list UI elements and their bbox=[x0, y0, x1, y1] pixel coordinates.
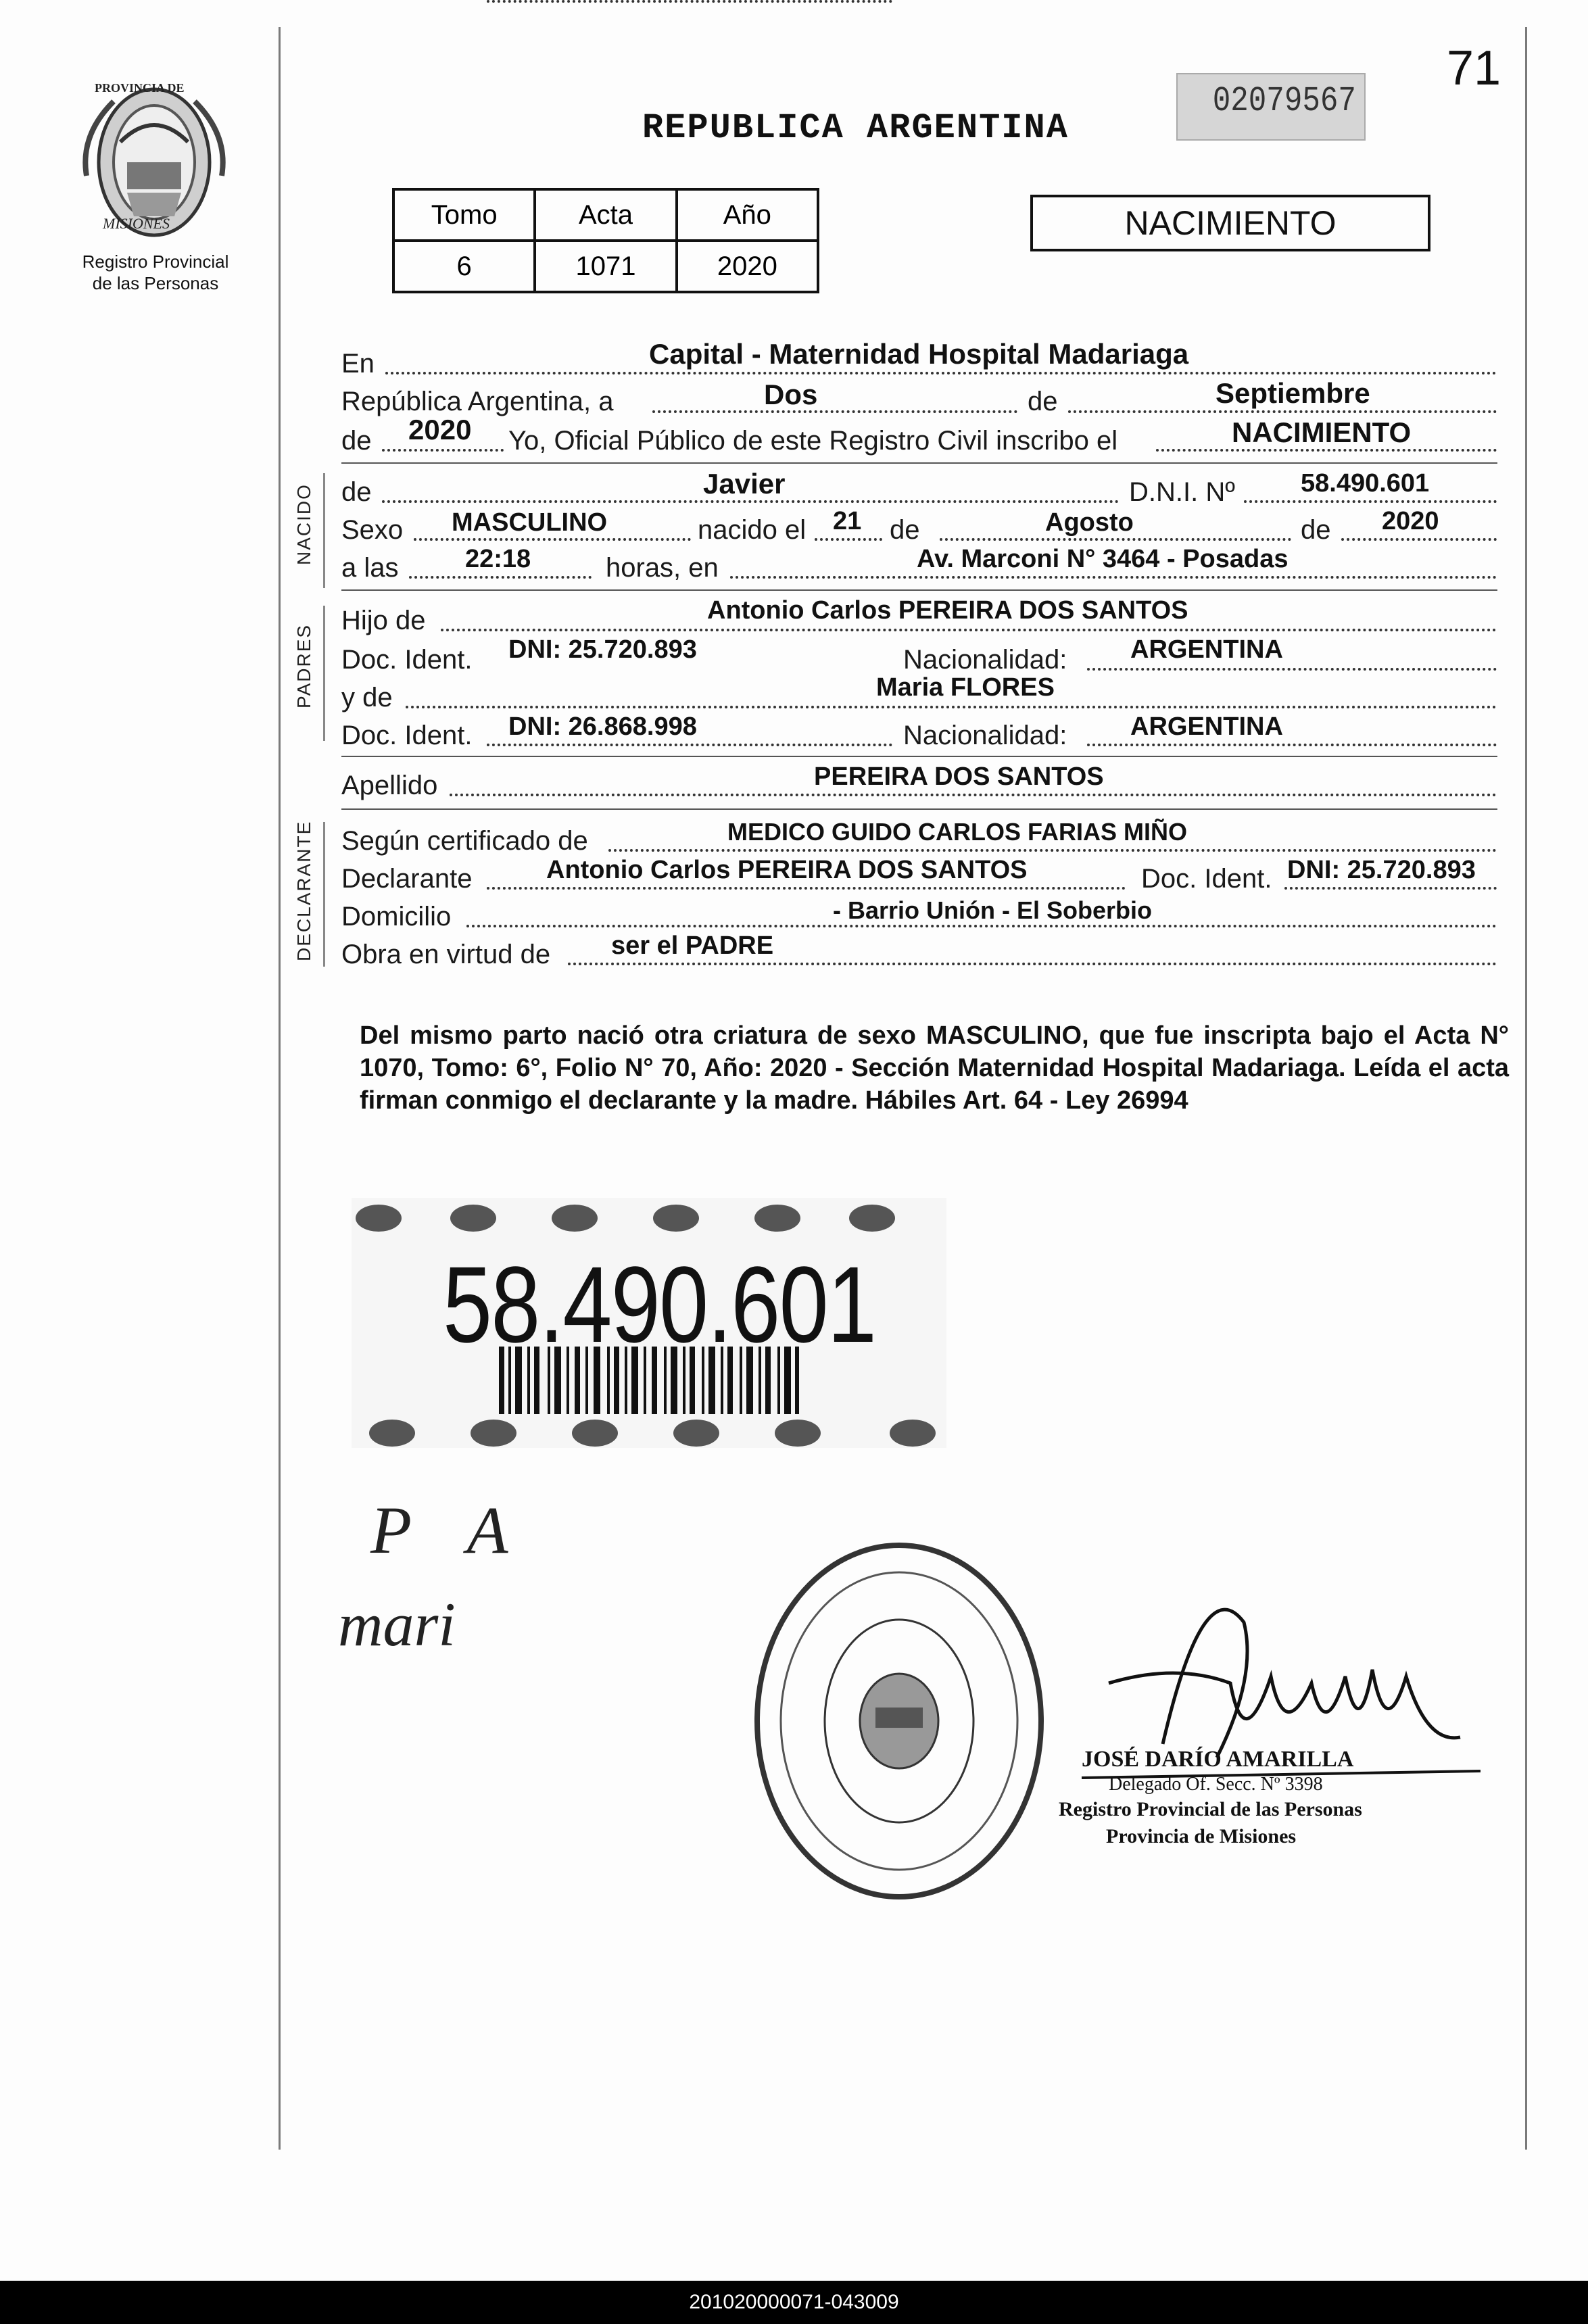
surname: PEREIRA DOS SANTOS bbox=[814, 762, 1104, 791]
section-nacido: NACIDO bbox=[293, 483, 314, 565]
dots-year bbox=[382, 449, 504, 452]
logo-bottom-text: MISIONES bbox=[103, 215, 170, 232]
label-doc-mother: Doc. Ident. bbox=[341, 721, 473, 750]
mother-doc: DNI: 26.868.998 bbox=[508, 712, 697, 741]
label-decl-doc: Doc. Ident. bbox=[1141, 864, 1272, 894]
signer-name: JOSÉ DARÍO AMARILLA bbox=[1082, 1747, 1354, 1772]
dots-mother-nat bbox=[1087, 744, 1497, 746]
signer-line1: Delegado Of. Secc. Nº 3398 bbox=[1109, 1774, 1323, 1795]
address: - Barrio Unión - El Soberbio bbox=[833, 896, 1153, 924]
certificate: MEDICO GUIDO CARLOS FARIAS MIÑO bbox=[727, 818, 1188, 846]
label-doc-father: Doc. Ident. bbox=[341, 645, 473, 675]
label-nat-father: Nacionalidad: bbox=[903, 645, 1067, 675]
dots-mother-doc bbox=[487, 744, 892, 746]
dots-father-nat bbox=[1087, 668, 1497, 671]
birth-time: 22:18 bbox=[465, 545, 531, 573]
father-name: Antonio Carlos PEREIRA DOS SANTOS bbox=[707, 596, 1188, 625]
dots-father-doc bbox=[487, 0, 892, 3]
label-declarante: Declarante bbox=[341, 864, 473, 894]
dots-name bbox=[382, 500, 1119, 503]
inscribed: NACIMIENTO bbox=[1232, 416, 1412, 448]
label-nacido-el: nacido el bbox=[698, 515, 807, 545]
day: Dos bbox=[764, 379, 818, 410]
dots-bplace bbox=[730, 576, 1497, 579]
label-cert: Según certificado de bbox=[341, 826, 588, 856]
father-nationality: ARGENTINA bbox=[1130, 635, 1283, 664]
nacido-bracket bbox=[323, 473, 325, 588]
label-horas: horas, en bbox=[606, 553, 719, 583]
logo-top-text: PROVINCIA DE bbox=[95, 81, 185, 95]
dots-sex bbox=[414, 538, 691, 541]
label-sexo: Sexo bbox=[341, 515, 404, 545]
dots-day bbox=[652, 410, 1017, 413]
dots-inscribed bbox=[1156, 449, 1497, 452]
value-anio: 2020 bbox=[677, 241, 818, 292]
label-republica: República Argentina, a bbox=[341, 387, 614, 416]
dots-mother bbox=[406, 706, 1497, 708]
dots-en bbox=[385, 372, 1497, 374]
value-tomo: 6 bbox=[393, 241, 535, 292]
handwritten-name: mari bbox=[338, 1590, 456, 1659]
header-anio: Año bbox=[677, 189, 818, 241]
footer-code: 201020000071-043009 bbox=[0, 2281, 1588, 2324]
dots-father bbox=[441, 629, 1497, 631]
declarant-name: Antonio Carlos PEREIRA DOS SANTOS bbox=[546, 856, 1028, 884]
label-en: En bbox=[341, 349, 375, 379]
birth-year: 2020 bbox=[1382, 507, 1439, 535]
label-obra: Obra en virtud de bbox=[341, 940, 551, 969]
birth-place: Av. Marconi N° 3464 - Posadas bbox=[917, 545, 1289, 573]
declarante-bracket bbox=[323, 822, 325, 967]
mother-name: Maria FLORES bbox=[876, 673, 1055, 702]
label-hijo: Hijo de bbox=[341, 606, 426, 635]
registry-name-1: Registro Provincial bbox=[82, 251, 229, 272]
place: Capital - Maternidad Hospital Madariaga bbox=[649, 338, 1189, 370]
birth-month: Agosto bbox=[1045, 508, 1134, 537]
header-acta: Acta bbox=[535, 189, 676, 241]
dots-time bbox=[409, 576, 592, 579]
father-doc: DNI: 25.720.893 bbox=[508, 635, 697, 664]
dots-cert bbox=[608, 849, 1497, 852]
section-declarante: DECLARANTE bbox=[293, 820, 314, 961]
label-domicilio: Domicilio bbox=[341, 902, 452, 931]
child-sex: MASCULINO bbox=[452, 508, 608, 537]
dots-bday bbox=[815, 538, 882, 541]
label-dni: D.N.I. Nº bbox=[1129, 477, 1235, 507]
dots-declarant bbox=[487, 887, 1126, 890]
page-title: REPUBLICA ARGENTINA bbox=[642, 108, 1069, 148]
handwritten-initials: P A bbox=[370, 1493, 529, 1568]
sticker-dni: 58.490.601 bbox=[443, 1244, 876, 1365]
label-de-bmonth: de bbox=[890, 515, 920, 545]
left-margin-line bbox=[279, 27, 281, 2150]
signer-line2: Registro Provincial de las Personas bbox=[1059, 1798, 1362, 1820]
act-type-box: NACIMIENTO bbox=[1030, 195, 1430, 251]
record-table bbox=[392, 188, 819, 293]
divider-1 bbox=[341, 462, 1497, 464]
official-seal bbox=[750, 1539, 1048, 1904]
label-de-month: de bbox=[1028, 387, 1058, 416]
dots-byear bbox=[1341, 538, 1497, 541]
label-de-byear: de bbox=[1301, 515, 1331, 545]
value-acta: 1071 bbox=[535, 241, 676, 292]
reason: ser el PADRE bbox=[611, 931, 774, 960]
registry-name-2: de las Personas bbox=[92, 273, 219, 293]
label-yde: y de bbox=[341, 683, 393, 712]
section-padres: PADRES bbox=[293, 623, 314, 708]
year: 2020 bbox=[408, 414, 472, 445]
divider-2 bbox=[341, 589, 1497, 591]
label-nacido-de: de bbox=[341, 477, 372, 507]
right-margin-line bbox=[1525, 27, 1527, 2150]
serial-number: 02079567 bbox=[1212, 81, 1356, 121]
child-dni: 58.490.601 bbox=[1301, 469, 1430, 498]
label-nat-mother: Nacionalidad: bbox=[903, 721, 1067, 750]
signer-line3: Provincia de Misiones bbox=[1106, 1825, 1297, 1847]
dots-apellido bbox=[450, 794, 1497, 796]
label-de-year: de bbox=[341, 426, 372, 456]
divider-4 bbox=[341, 808, 1497, 810]
padres-bracket bbox=[323, 606, 325, 741]
label-officer: Yo, Oficial Público de este Registro Civil inscribo el bbox=[508, 426, 1118, 456]
label-alas: a las bbox=[341, 553, 399, 583]
mother-nationality: ARGENTINA bbox=[1130, 712, 1283, 741]
child-name: Javier bbox=[703, 468, 786, 500]
birth-day: 21 bbox=[833, 507, 862, 535]
dots-reason bbox=[568, 963, 1497, 965]
dots-month bbox=[1068, 410, 1497, 413]
divider-3 bbox=[341, 756, 1497, 757]
label-apellido: Apellido bbox=[341, 771, 438, 800]
note-paragraph: Del mismo parto nació otra criatura de sexo MASCULINO, que fue inscripta bajo el Acta N° 1070, Tomo: 6°, Folio N° 70, Año: 2020 - Sección Maternidad Hospital Madariaga. Leída el acta firman conmigo el declarante y la madre. Hábiles Art. 64 - Ley 26994 bbox=[360, 1021, 1509, 1115]
declarant-doc: DNI: 25.720.893 bbox=[1287, 856, 1476, 884]
month: Septiembre bbox=[1216, 377, 1370, 409]
dots-bmonth bbox=[940, 538, 1291, 541]
dots-dni bbox=[1244, 500, 1497, 503]
dots-address bbox=[466, 925, 1497, 927]
header-tomo: Tomo bbox=[393, 189, 535, 241]
dots-decl-doc bbox=[1284, 887, 1497, 890]
page-number: 71 bbox=[1447, 41, 1501, 95]
